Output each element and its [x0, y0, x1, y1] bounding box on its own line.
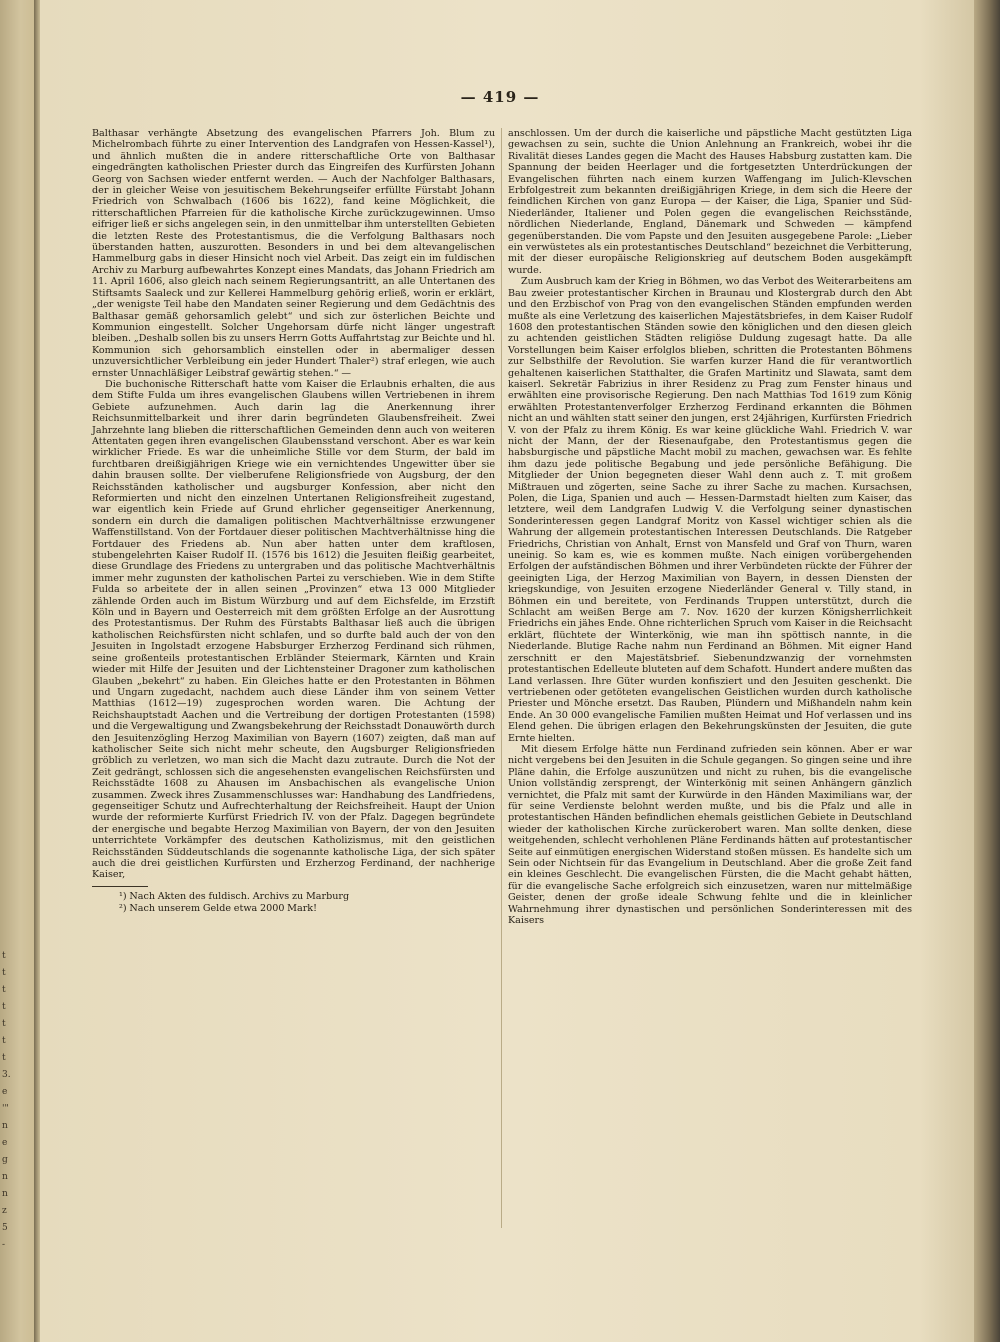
margin-fragment: g: [2, 1155, 8, 1165]
paragraph: Balthasar verhängte Absetzung des evangelischen Pfarrers Joh. Blum zu Michelrombach führte zu einer Intervention des Landgrafen von Hessen-Kassel¹), und ähnlich mußten die in andere ritterschaftliche Orte von Balthasar eingedrängten katholischen Priester durch das Eingreifen des Kurfürsten Johann Georg von Sachsen wieder entfernt werden. — Auch der Nachfolger Balthasars, der in gleicher Weise von jesuitischem Bekehrungseifer erfüllte Fürstabt Johann Friedrich von Schwalbach (1606 bis 1622), fand keine Möglichkeit, die ritterschaftlichen Pfarreien für die katholische Kirche zurückzugewinnen. Umso eifriger ließ er sichs angelegen sein, in den unmittelbar ihm unterstellten Gebieten die letzten Reste des Protestantismus, die die Verfolgung Balthasars noch überstanden hatten, auszurotten. Besonders in und bei dem altevangelischen Hammelburg gabs in dieser Hinsicht noch viel Arbeit. Das zeigt ein im fuldischen Archiv zu Marburg aufbewahrtes Konzept eines Mandats, das Johann Friedrich am 11. April 1606, also gleich nach seinem Regierungsantritt, an alle Untertanen des Stiftsamts Saaleck und zur Kellerei Hammelburg gehörig erließ, worin er erklärt, „der wenigste Teil habe den Mandaten seiner Regierung und dem Gedächtnis des Balthasar gemäß gehorsamlich gelebt“ und sich zur österlichen Beichte und Kommunion eingestellt. Solcher Ungehorsam dürfe nicht länger ungestraft bleiben. „Deshalb sollen bis zu unsers Herrn Gotts Auffahrtstag zur Beichte und hl. Kommunion sich gehorsamblich einstellen oder in abermaliger dessen unzuversichtlicher Verbleibung ein jeder Hundert Thaler²) straf erlegen, wie auch ernster Unnachläßiger Leibstraf gewärtig stehen.“ —: [92, 128, 495, 379]
adjacent-page-strip: [0, 0, 35, 1342]
margin-fragment: t: [2, 951, 6, 961]
column-divider: [501, 128, 502, 1228]
margin-fragment: e: [2, 1138, 8, 1148]
page-number: — 419 —: [460, 88, 540, 106]
margin-fragment: n: [2, 1172, 8, 1182]
margin-fragment: t: [2, 1002, 6, 1012]
margin-fragment: t: [2, 1036, 6, 1046]
paragraph: Die buchonische Ritterschaft hatte vom Kaiser die Erlaubnis erhalten, die aus dem Stifte Fulda um ihres evangelischen Glaubens willen Vertriebenen in ihrem Gebiete aufzunehmen. Auch darin lag die Anerkennung ihrer Reichsunmittelbarkeit und ihrer darin begründeten Glaubensfreiheit. Zwei Jahrzehnte lang blieben die ritterschaftlichen Gemeinden denn auch von weiteren Attentaten gegen ihren evangelischen Glaubensstand verschont. Aber es war kein wirklicher Friede. Es war die unheimliche Stille vor dem Sturm, der bald im furchtbaren dreißigjährigen Kriege wie ein vernichtendes Ungewitter über sie dahin brausen sollte. Der vielberufene Religionsfriede von Augsburg, der den Reichsständen katholischer und augsburger Konfession, aber nicht den Reformierten und nicht den einzelnen Untertanen Religionsfreiheit zugestand, war eigentlich kein Friede auf Grund ehrlicher gegenseitiger Anerkennung, sondern ein durch die damaligen politischen Machtverhältnisse erzwungener Waffenstillstand. Von der Fortdauer dieser politischen Machtverhältnisse hing die Fortdauer des Friedens ab. Nun aber hatten unter dem kraftlosen, stubengelehrten Kaiser Rudolf II. (1576 bis 1612) die Jesuiten fleißig gearbeitet, diese Grundlage des Friedens zu untergraben und das politische Machtverhältnis immer mehr zugunsten der katholischen Partei zu verschieben. Wie in dem Stifte Fulda so arbeitete der in allen seinen „Provinzen“ etwa 13 000 Mitglieder zählende Orden auch im Bistum Würzburg und auf dem Eichsfelde, im Erzstift Köln und in Bayern und Oesterreich mit dem größten Erfolge an der Ausrottung des Protestantismus. Der Ruhm des Fürstabts Balthasar ließ auch die übrigen katholischen Reichsfürsten nicht schlafen, und so durfte bald auch der von den Jesuiten in Ingolstadt erzogene Habsburger Erzherzog Ferdinand sich rühmen, seine großenteils protestantischen Erbländer Steiermark, Kärnten und Krain wieder mit Hilfe der Jesuiten und der Lichtensteiner Dragoner zum katholischen Glauben „bekehrt“ zu haben. Ein Gleiches hatte er den Protestanten in Böhmen und Ungarn zugedacht, nachdem auch diese Länder ihm von seinem Vetter Matthias (1612—19) zugesprochen worden waren. Die Achtung der Reichshauptstadt Aachen und die Vertreibung der dortigen Protestanten (1598) und die Vergewaltigung und Zwangsbekehrung der Reichsstadt Donauwörth durch den Jesuitenzögling Herzog Maximilian von Bayern (1607) zeigten, daß man auf katholischer Seite sich nicht mehr scheute, den Augsburger Religionsfrieden gröblich zu verletzen, wo man sich die Macht dazu zutraute. Durch die Not der Zeit gedrängt, schlossen sich die angesehensten evangelischen Reichsfürsten und Reichsstädte 1608 zu Ahausen im Ansbachischen als evangelische Union zusammen. Zweck ihres Zusammenschlusses war: Handhabung des Landfriedens, gegenseitiger Schutz und Aufrechterhaltung der Reichsfreiheit. Haupt der Union wurde der reformierte Kurfürst Friedrich IV. von der Pfalz. Dagegen begründete der energische und begabte Herzog Maximilian von Bayern, der von den Jesuiten unterrichtete Vorkämpfer des deutschen Katholizismus, mit den geistlichen Reichsständen Süddeutschlands die sogenannte katholische Liga, der sich später auch die drei geistlichen Kurfürsten und Erzherzog Ferdinand, der nachherige Kaiser,: [92, 378, 495, 881]
margin-fragment: n: [2, 1189, 8, 1199]
left-text-column: [92, 128, 495, 915]
margin-fragment: t: [2, 968, 6, 978]
page-edge: [974, 0, 1000, 1342]
margin-fragment: -: [2, 1240, 6, 1250]
paragraph: Mit diesem Erfolge hätte nun Ferdinand zufrieden sein können. Aber er war nicht vergebens bei den Jesuiten in die Schule gegangen. So gingen seine und ihre Pläne dahin, die Erfolge auszunützen und nicht zu ruhen, bis die evangelische Union vollständig zersprengt, der Winterkönig mit seinen Anhängern gänzlich vernichtet, die Pfalz mit samt der Kurwürde in den Händen Maximilians war, der für seine Verdienste belohnt werden mußte, und bis die Pfalz und alle in protestantischen Händen befindlichen ehemals geistlichen Gebiete in Deutschland wieder der katholischen Kirche zurückerobert waren. Man sollte denken, diese weitgehenden, schlecht verhohlenen Pläne Ferdinands hätten auf protestantischer Seite auf einmütigen energischen Widerstand stoßen müssen. Es handelte sich um Sein oder Nichtsein für das Evangelium in Deutschland. Aber die große Zeit fand ein kleines Geschlecht. Die evangelischen Fürsten, die die Macht gehabt hätten, für die evangelische Sache erfolgreich sich einzusetzen, waren nur mittelmäßige Geister, denen der große ideale Schwung fehlte und die in kleinlicher Wahrnehmung ihrer dynastischen und persönlichen Sonderinteressen mit des Kaisers: [508, 743, 912, 927]
book-spine-shadow: [34, 0, 40, 1342]
margin-fragment: e: [2, 1087, 8, 1097]
margin-fragment: 5: [2, 1223, 8, 1233]
margin-fragment: '": [2, 1104, 9, 1114]
margin-fragment: n: [2, 1121, 8, 1131]
footnote: ¹) Nach Akten des fuldisch. Archivs zu Marburg: [119, 890, 350, 902]
paragraph: Zum Ausbruch kam der Krieg in Böhmen, wo das Verbot des Weiterarbeitens am Bau zweier protestantischer Kirchen in Braunau und Klostergrab durch den Abt und den Erzbischof von Prag von den evangelischen Ständen empfunden werden mußte als eine Verletzung des kaiserlichen Majestätsbriefes, in dem Kaiser Rudolf 1608 den protestantischen Ständen sowie den königlichen und den diesen gleich zu achtenden geistlichen Städten religiöse Duldung zugesagt hatte. Da alle Vorstellungen beim Kaiser erfolglos blieben, schritten die Protestanten Böhmens zur Selbsthilfe der Revolution. Sie warfen kurzer Hand die für verantwortlich gehaltenen kaiserlichen Statthalter, die Grafen Martinitz und Slawata, samt dem kaiserl. Sekretär Fabrizius in ihrer Residenz zu Prag zum Fenster hinaus und erwählten eine provisorische Regierung. Den nach Matthias Tod 1619 zum König erwählten Protestantenverfolger Erzherzog Ferdinand erkannten die Böhmen nicht an und wählten statt seiner den jungen, erst 24jährigen, Kurfürsten Friedrich V. von der Pfalz zu ihrem König. Es war keine glückliche Wahl. Friedrich V. war nicht der Mann, der der Riesenaufgabe, den Protestantismus gegen die habsburgische und päpstliche Macht mobil zu machen, gewachsen war. Es fehlte ihm dazu jede politische Begabung und jede persönliche Befähigung. Die Mitglieder der Union begegneten dieser Wahl denn auch z. T. mit großem Mißtrauen und zögerten, seine Sache zu ihrer Sache zu machen. Kursachsen, Polen, die Liga, Spanien und auch — Hessen-Darmstadt hielten zum Kaiser, das letztere, weil dem Landgrafen Ludwig V. die Verfolgung seiner dynastischen Sonderinteressen gegen Landgraf Moritz von Kassel wichtiger schien als die Wahrung der allgemein protestantischen Interessen Deutschlands. Die Ratgeber Friedrichs, Christian von Anhalt, Ernst von Mansfeld und Graf von Thurn, waren uneinig. So kam es, wie es kommen mußte. Nach einigen vorübergehenden Erfolgen der aufständischen Böhmen und ihrer Verbündeten rückte der Führer der geeinigten Liga, der Herzog Maximilian von Bayern, in dessen Diensten der kriegskundige, von Jesuiten erzogene Niederländer General v. Tilly stand, in Böhmen ein und bereitete, von Ferdinands Truppen unterstützt, durch die Schlacht am weißen Berge am 7. Nov. 1620 der kurzen Königsherrlichkeit Friedrichs ein jähes Ende. Ohne richterlichen Spruch vom Kaiser in die Reichsacht erklärt, flüchtete der Winterkönig, wie man ihn spöttisch nannte, in die Niederlande. Blutige Rache nahm nun Ferdinand an Böhmen. Mit eigner Hand zerschnitt er den Majestätsbrief. Siebenundzwanzig der vornehmsten protestantischen Edelleute bluteten auf dem Schafott. Hundert andere mußten das Land verlassen. Ihre Güter wurden konfisziert und den Jesuiten geschenkt. Die vertriebenen oder getöteten evangelischen Geistlichen wurden durch katholische Priester und Mönche ersetzt. Das Rauben, Plündern und Mißhandeln nahm kein Ende. An 30 000 evangelische Familien mußten Heimat und Hof verlassen und ins Elend gehen. Die übrigen erlagen den Bekehrungskünsten der Jesuiten, die gute Ernte hielten.: [508, 276, 912, 744]
margin-fragment: t: [2, 1053, 6, 1063]
footnote-rule: [92, 886, 148, 887]
margin-fragment: 3.: [2, 1070, 11, 1080]
paragraph: anschlossen. Um der durch die kaiserliche und päpstliche Macht gestützten Liga gewachsen zu sein, suchte die Union Anlehnung an Frankreich, wobei ihr die Rivalität dieses Landes gegen die Macht des Hauses Habsburg zustatten kam. Die Spannung der beiden Heerlager und die fortgesetzten Unterdrückungen der Evangelischen führten nach einem kurzen Waffengang im Julich-Klevschen Erbfolgestreit zum bekannten dreißigjährigen Kriege, in dem sich die Heere der feindlichen Kirchen von ganz Europa — der Kaiser, die Liga, Spanier und Süd-Niederländer, Italiener und Polen gegen die evangelischen Reichsstände, nördlichen Niederlande, England, Dänemark und Schweden — kämpfend gegenüberstanden. Die vom Papste und den Jesuiten ausgegebene Parole: „Lieber ein verwüstetes als ein protestantisches Deutschland“ bezeichnet die Verbitterung, mit der dieser europäische Religionskrieg auf deutschem Boden ausgekämpft wurde.: [508, 128, 912, 276]
right-text-column: [508, 128, 912, 926]
footnote: ²) Nach unserem Gelde etwa 2000 Mark!: [119, 902, 317, 914]
margin-fragment: z: [2, 1206, 7, 1216]
margin-fragment: t: [2, 985, 6, 995]
margin-fragment: t: [2, 1019, 6, 1029]
